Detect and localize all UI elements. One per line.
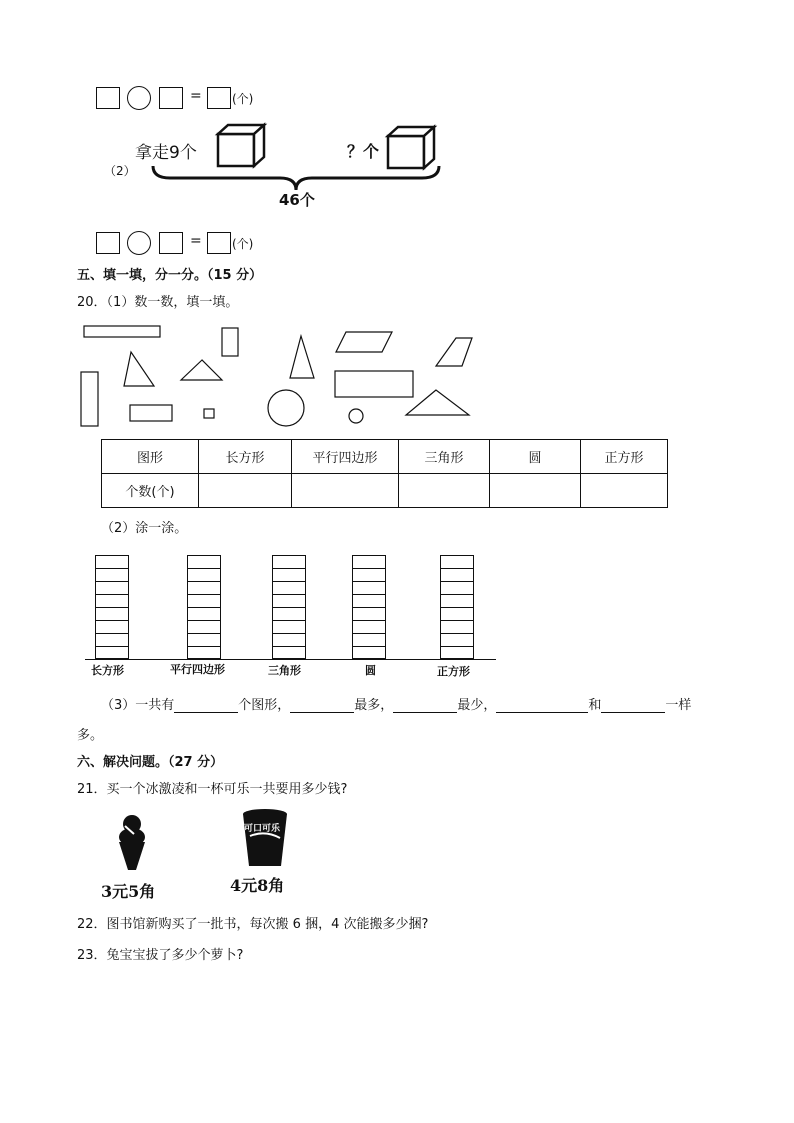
answer-box[interactable] <box>159 87 183 109</box>
equals-sign: = <box>190 233 202 249</box>
triangle-shape <box>124 352 154 386</box>
circle-shape <box>349 409 363 423</box>
brace-icon <box>150 164 442 192</box>
equals-sign: = <box>190 88 202 104</box>
blank-least[interactable] <box>393 698 457 713</box>
table-header: 圆 <box>490 440 581 474</box>
rectangle-shape <box>222 328 238 356</box>
question-23: 23．兔宝宝拔了多少个萝卜? <box>77 948 244 963</box>
table-header: 长方形 <box>199 440 292 474</box>
circle-shape <box>268 390 304 426</box>
operator-circle[interactable] <box>127 86 151 110</box>
answer-box[interactable] <box>159 232 183 254</box>
cola-cup-icon <box>240 808 290 870</box>
unit-label: (个) <box>232 92 254 106</box>
cola-logo-text: 可口可乐 <box>244 824 281 834</box>
table-header: 三角形 <box>399 440 490 474</box>
taken-label: 拿走9个 <box>135 143 197 163</box>
operator-circle[interactable] <box>127 231 151 255</box>
triangle-shape <box>181 360 222 380</box>
shape-count-table <box>101 439 668 508</box>
blank-total[interactable] <box>174 698 238 713</box>
blank-same-2[interactable] <box>601 698 665 713</box>
cola-price: 4元8角 <box>230 876 285 895</box>
part-3-sentence: （3）一共有 个图形， 最多， 最少， 和 一样 <box>101 698 692 713</box>
unknown-label: ？个 <box>347 142 380 161</box>
cube-icon <box>214 122 268 170</box>
rectangle-shape <box>84 326 160 337</box>
chart-label: 长方形 <box>91 664 124 677</box>
chart-label: 圆 <box>365 664 376 677</box>
part-label: （2） <box>104 164 136 178</box>
row-label: 个数(个) <box>102 474 199 508</box>
answer-box[interactable] <box>207 87 231 109</box>
part-2-label: （2）涂一涂。 <box>101 521 188 536</box>
table-header: 图形 <box>102 440 199 474</box>
bar-stack[interactable] <box>187 555 221 659</box>
rectangle-shape <box>130 405 172 421</box>
chart-label: 正方形 <box>437 665 470 678</box>
unit-label: (个) <box>232 237 254 251</box>
blank-same-1[interactable] <box>496 698 588 713</box>
question-22: 22．图书馆新购买了一批书，每次搬 6 捆，4 次能搬多少捆? <box>77 917 429 932</box>
rectangle-shape <box>81 372 98 426</box>
triangle-shape <box>290 336 314 378</box>
chart-label: 三角形 <box>268 664 301 677</box>
count-cell[interactable] <box>399 474 490 508</box>
table-header: 平行四边形 <box>292 440 399 474</box>
answer-box[interactable] <box>96 87 120 109</box>
question-21: 21．买一个冰激凌和一杯可乐一共要用多少钱? <box>77 782 348 797</box>
count-cell[interactable] <box>490 474 581 508</box>
total-label: 46个 <box>279 191 315 209</box>
blank-most[interactable] <box>290 698 354 713</box>
parallelogram-shape <box>336 332 392 352</box>
bar-stack[interactable] <box>440 555 474 659</box>
answer-box[interactable] <box>96 232 120 254</box>
shapes-figure <box>76 318 496 430</box>
bar-stack[interactable] <box>272 555 306 659</box>
section-title: 五、填一填，分一分。（15 分） <box>77 268 263 283</box>
count-cell[interactable] <box>199 474 292 508</box>
part-3-tail: 多。 <box>77 728 104 743</box>
triangle-shape <box>406 390 469 415</box>
square-shape <box>204 409 214 418</box>
count-cell[interactable] <box>292 474 399 508</box>
ice-cream-price: 3元5角 <box>101 882 156 901</box>
bar-stack[interactable] <box>352 555 386 659</box>
ice-cream-icon <box>112 812 152 874</box>
baseline <box>85 659 496 660</box>
count-cell[interactable] <box>581 474 668 508</box>
rectangle-shape <box>335 371 413 397</box>
bar-stack[interactable] <box>95 555 129 659</box>
answer-box[interactable] <box>207 232 231 254</box>
table-header: 正方形 <box>581 440 668 474</box>
chart-label: 平行四边形 <box>170 663 225 676</box>
parallelogram-shape <box>436 338 472 366</box>
section-title: 六、解决问题。（27 分） <box>77 755 224 770</box>
question-20-intro: 20．（1）数一数，填一填。 <box>77 295 239 310</box>
